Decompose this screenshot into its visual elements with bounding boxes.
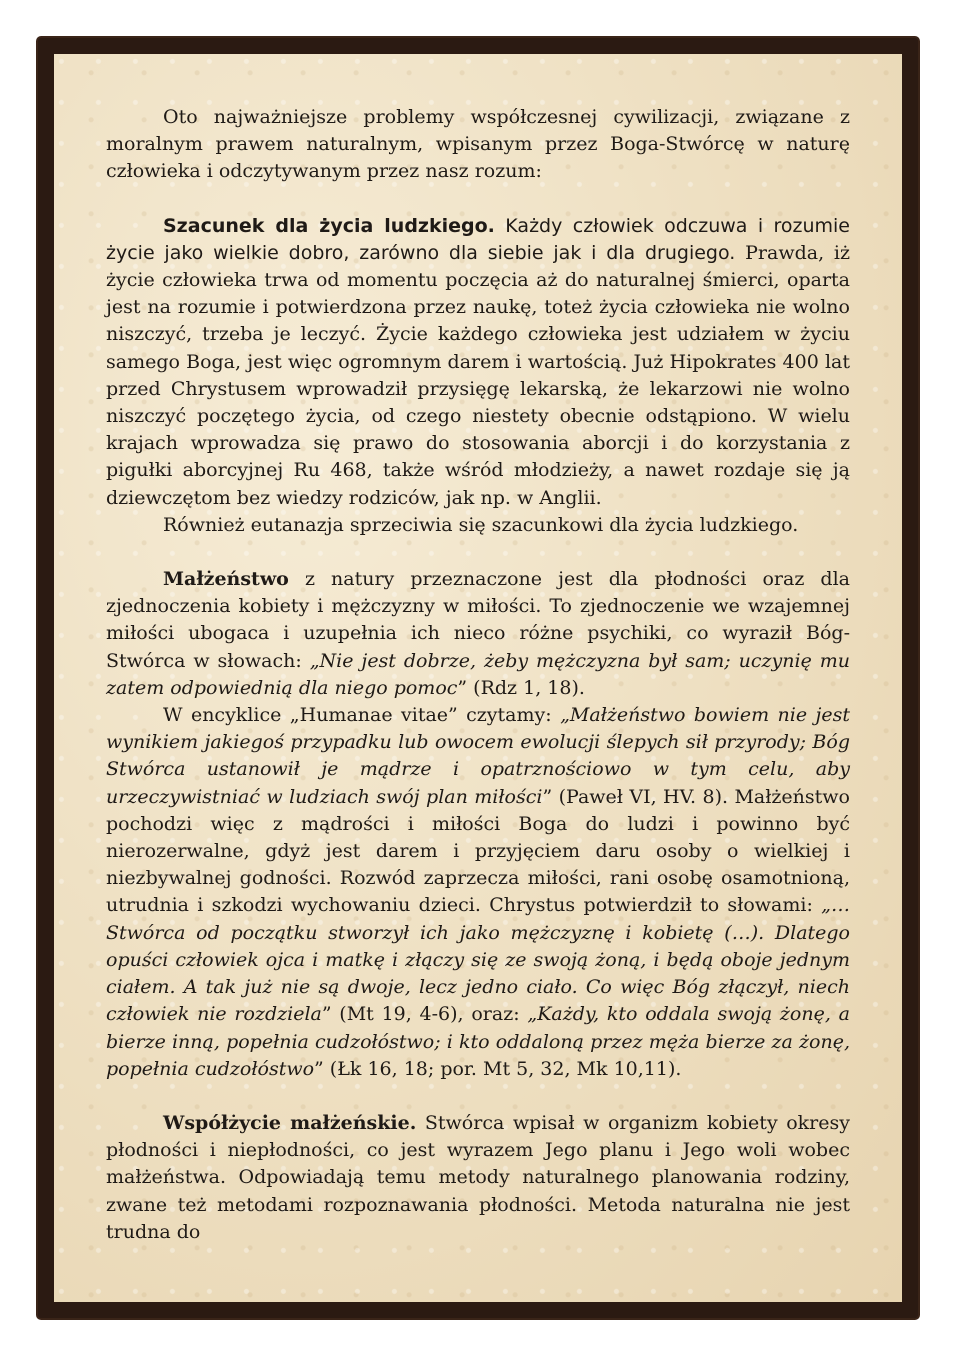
- eutanazja-paragraph: Również eutanazja sprzeciwia się szacunkowi dla życia ludzkiego.: [163, 513, 799, 536]
- spacer: [106, 1083, 850, 1110]
- humanae-quote: „Małżeństwo bowiem nie jest wynikiem jakiegoś przypadku lub owocem ewolucji ślepych sił przyrody; Bóg Stwórca ustanowił je mądrze i opatrznościowo w tym celu, aby urzeczywistniać w ludziach swój plan miłości: [106, 704, 851, 808]
- malzenstwo-ref-1: ” (Rdz 1, 18).: [457, 676, 585, 699]
- szacunek-text-1: Każdy człowiek odczuwa i rozumie życie jako wielkie dobro, zarówno dla siebie jak i dla drugiego.: [106, 214, 850, 264]
- lk-quote: „Każdy, kto oddala swoją żonę, a bierze inną, popełnia cudzołóstwo; i kto oddaloną przez męża bierze za żonę, popełnia cudzołóstwo: [106, 1003, 850, 1080]
- wspolzycie-paragraph: [106, 1110, 850, 1246]
- humanae-vitae-paragraph: [106, 702, 850, 1083]
- spacer: [106, 186, 850, 213]
- spacer: [106, 539, 850, 566]
- mt-quote: „… Stwórca od początku stworzył ich jako mężczyznę i kobietę (…). Dlatego opuści człowiek ojca i matkę i złączy się ze swoją żoną, i będą oboje jednym ciałem. A tak już nie są dwoje, lecz jedno ciało. Co więc Bóg złączył, niech człowiek nie rozdziela: [106, 894, 850, 1026]
- parchment-background: [54, 54, 902, 1302]
- szacunek-text-2: Prawda, iż życie człowieka trwa od momentu poczęcia aż do naturalnej śmierci, oparta jest na rozumie i potwierdzona przez naukę, toteż życia człowieka nie wolno niszczyć, trzeba je leczyć. Życie każdego człowieka jest udziałem w życiu samego Boga, jest więc ogromnym darem i wartością. Już Hipokrates 400 lat przed Chrystusem wprowadził przysięgę lekarską, że lekarzowi nie wolno niszczyć poczętego życia, od czego niestety obecnie odstąpiono. W wielu krajach wprowadza się prawo do stosowania aborcji i do korzystania z pigułki aborcyjnej Ru 468, także wśród młodzieży, a nawet rozdaje się ją dziewczętom bez wiedzy rodziców, jak np. w Anglii.: [106, 241, 851, 509]
- intro-paragraph: Oto najważniejsze problemy współczesnej cywilizacji, związane z moralnym prawem naturalnym, wpisanym przez Boga-Stwórcę w naturę człowieka i odczytywanym przez nasz rozum:: [106, 106, 850, 183]
- szacunek-heading: Szacunek dla życia ludzkiego.: [163, 214, 495, 237]
- humanae-ref: ” (Paweł VI, HV. 8). Małżeństwo pochodzi więc z mądrości i miłości Boga do ludzi i powinno być nierozerwalne, gdyż jest darem i przyjęciem daru osoby o wielkiej i niezbywalnej godności. Rozwód zaprzecza miłości, rani osobę osamotnioną, utrudnia i szkodzi wychowaniu dzieci. Chrystus potwierdził to słowami:: [106, 785, 850, 917]
- wspolzycie-text: Stwórca wpisał w organizm kobiety okresy płodności i niepłodności, co jest wyrazem Jego planu i Jego woli wobec małżeństwa. Odpowiadają temu metody naturalnego planowania rodziny, zwane też metodami rozpoznawania płodności. Metoda naturalna nie jest trudna do: [106, 1111, 850, 1243]
- malzenstwo-text-1: z natury przeznaczone jest dla płodności oraz dla zjednoczenia kobiety i mężczyzny w miłości. To zjednoczenie we wzajemnej miłości ubogaca i uzupełnia ich nieco różne psychiki, co wyraził Bóg-Stwórca w słowach:: [106, 568, 850, 672]
- malzenstwo-heading: Małżeństwo: [163, 568, 289, 591]
- page-frame: [38, 38, 918, 1318]
- malzenstwo-paragraph: [106, 566, 850, 702]
- wspolzycie-heading: Współżycie małżeńskie.: [163, 1111, 417, 1134]
- lk-ref: ” (Łk 16, 18; por. Mt 5, 32, Mk 10,11).: [314, 1057, 682, 1080]
- humanae-start: W encyklice „Humanae vitae” czytamy:: [163, 704, 561, 727]
- document-body: [106, 104, 850, 1246]
- mt-ref: ” (Mt 19, 4-6), oraz:: [321, 1003, 528, 1026]
- malzenstwo-quote-1: „Nie jest dobrze, żeby mężczyzna był sam; uczynię mu zatem odpowiednią dla niego pomoc: [106, 649, 850, 699]
- szacunek-paragraph: [106, 213, 850, 512]
